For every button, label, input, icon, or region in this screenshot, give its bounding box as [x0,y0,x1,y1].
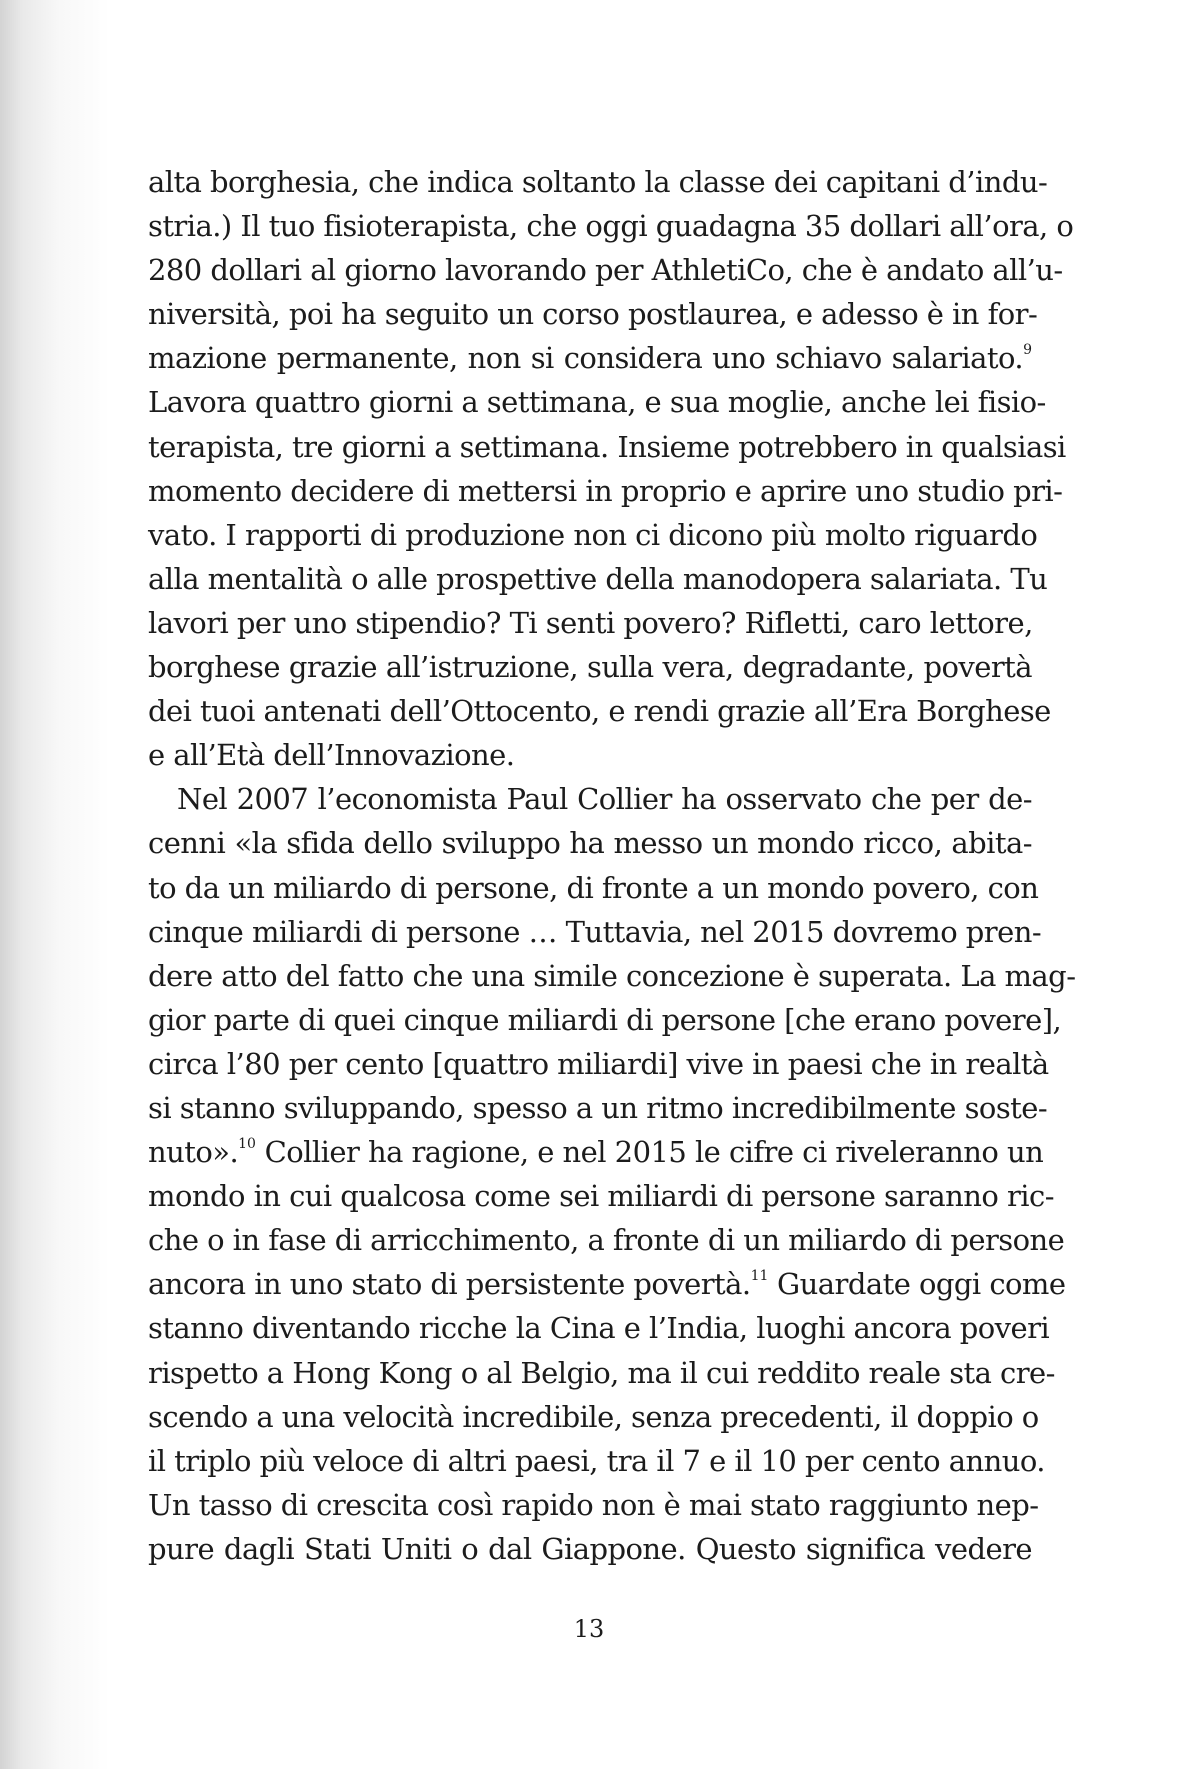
text-line: dei tuoi antenati dell’Ottocento, e rendi grazie all’Era Borghese [148,694,1051,729]
page-number: 13 [573,1615,605,1643]
text-line: vato. I rapporti di produzione non ci dicono più molto riguardo [148,517,1038,552]
text-line: circa l’80 per cento [quattro miliardi] vive in paesi che in realtà [148,1046,1049,1081]
text-line: lavori per uno stipendio? Ti senti povero? Rifletti, caro lettore, [148,605,1033,640]
text-line: rispetto a Hong Kong o al Belgio, ma il cui reddito reale sta cre- [148,1355,1055,1390]
footnote-marker: 10 [238,1136,256,1153]
text-line: mazione permanente, non si considera uno schiavo salariato.$^9$ [148,341,1032,376]
text-line: ancora in uno stato di persistente povertà.$^{11}$ Guardate oggi come [148,1267,1066,1302]
text-line: borghese grazie all’istruzione, sulla vera, degradante, povertà [148,650,1032,685]
text-line: to da un miliardo di persone, di fronte a un mondo povero, con [148,870,1039,905]
text-line: cinque miliardi di persone … Tuttavia, nel 2015 dovremo pren- [148,914,1042,949]
text-line: alla mentalità o alle prospettive della manodopera salariata. Tu [148,561,1048,596]
text-line: 280 dollari al giorno lavorando per AthletiCo, che è andato all’u- [148,253,1063,288]
body-text [148,160,1076,1571]
text-line: niversità, poi ha seguito un corso postlaurea, e adesso è in for- [148,297,1038,332]
text-line: stanno diventando ricche la Cina e l’India, luoghi ancora poveri [148,1311,1050,1346]
text-line: Un tasso di crescita così rapido non è mai stato raggiunto nep- [148,1487,1039,1522]
text-line: gior parte di quei cinque miliardi di persone [che erano povere], [148,1002,1062,1037]
text-line: mondo in cui qualcosa come sei miliardi di persone saranno ric- [148,1179,1054,1214]
text-line: si stanno sviluppando, spesso a un ritmo incredibilmente soste- [148,1090,1048,1125]
text-line: scendo a una velocità incredibile, senza precedenti, il doppio o [148,1399,1039,1434]
text-line: Lavora quattro giorni a settimana, e sua moglie, anche lei fisio- [148,385,1046,420]
paragraph-start-line: Nel 2007 l’economista Paul Collier ha osservato che per de- [177,782,1032,817]
text-line: stria.) Il tuo fisioterapista, che oggi guadagna 35 dollari all’ora, o [148,209,1074,244]
text-line: dere atto del fatto che una simile concezione è superata. La mag- [148,958,1076,993]
footnote-marker: 9 [1023,342,1032,359]
footnote-marker: 11 [750,1268,769,1285]
text-line: che o in fase di arricchimento, a fronte di un miliardo di persone [148,1223,1065,1258]
paragraph-end-line: e all’Età dell’Innovazione. [148,738,515,773]
text-line: il triplo più veloce di altri paesi, tra il 7 e il 10 per cento annuo. [148,1443,1045,1478]
text-line: momento decidere di mettersi in proprio e aprire uno studio pri- [148,473,1063,508]
text-line: cenni «la sfida dello sviluppo ha messo un mondo ricco, abita- [148,826,1032,861]
text-line: nuto».$^{10}$ Collier ha ragione, e nel 2015 le cifre ci riveleranno un [148,1135,1044,1170]
text-line: terapista, tre giorni a settimana. Insieme potrebbero in qualsiasi [148,429,1066,464]
text-line: alta borghesia, che indica soltanto la classe dei capitani d’indu- [148,165,1048,199]
text-line: pure dagli Stati Uniti o dal Giappone. Questo significa vedere [148,1531,1032,1566]
